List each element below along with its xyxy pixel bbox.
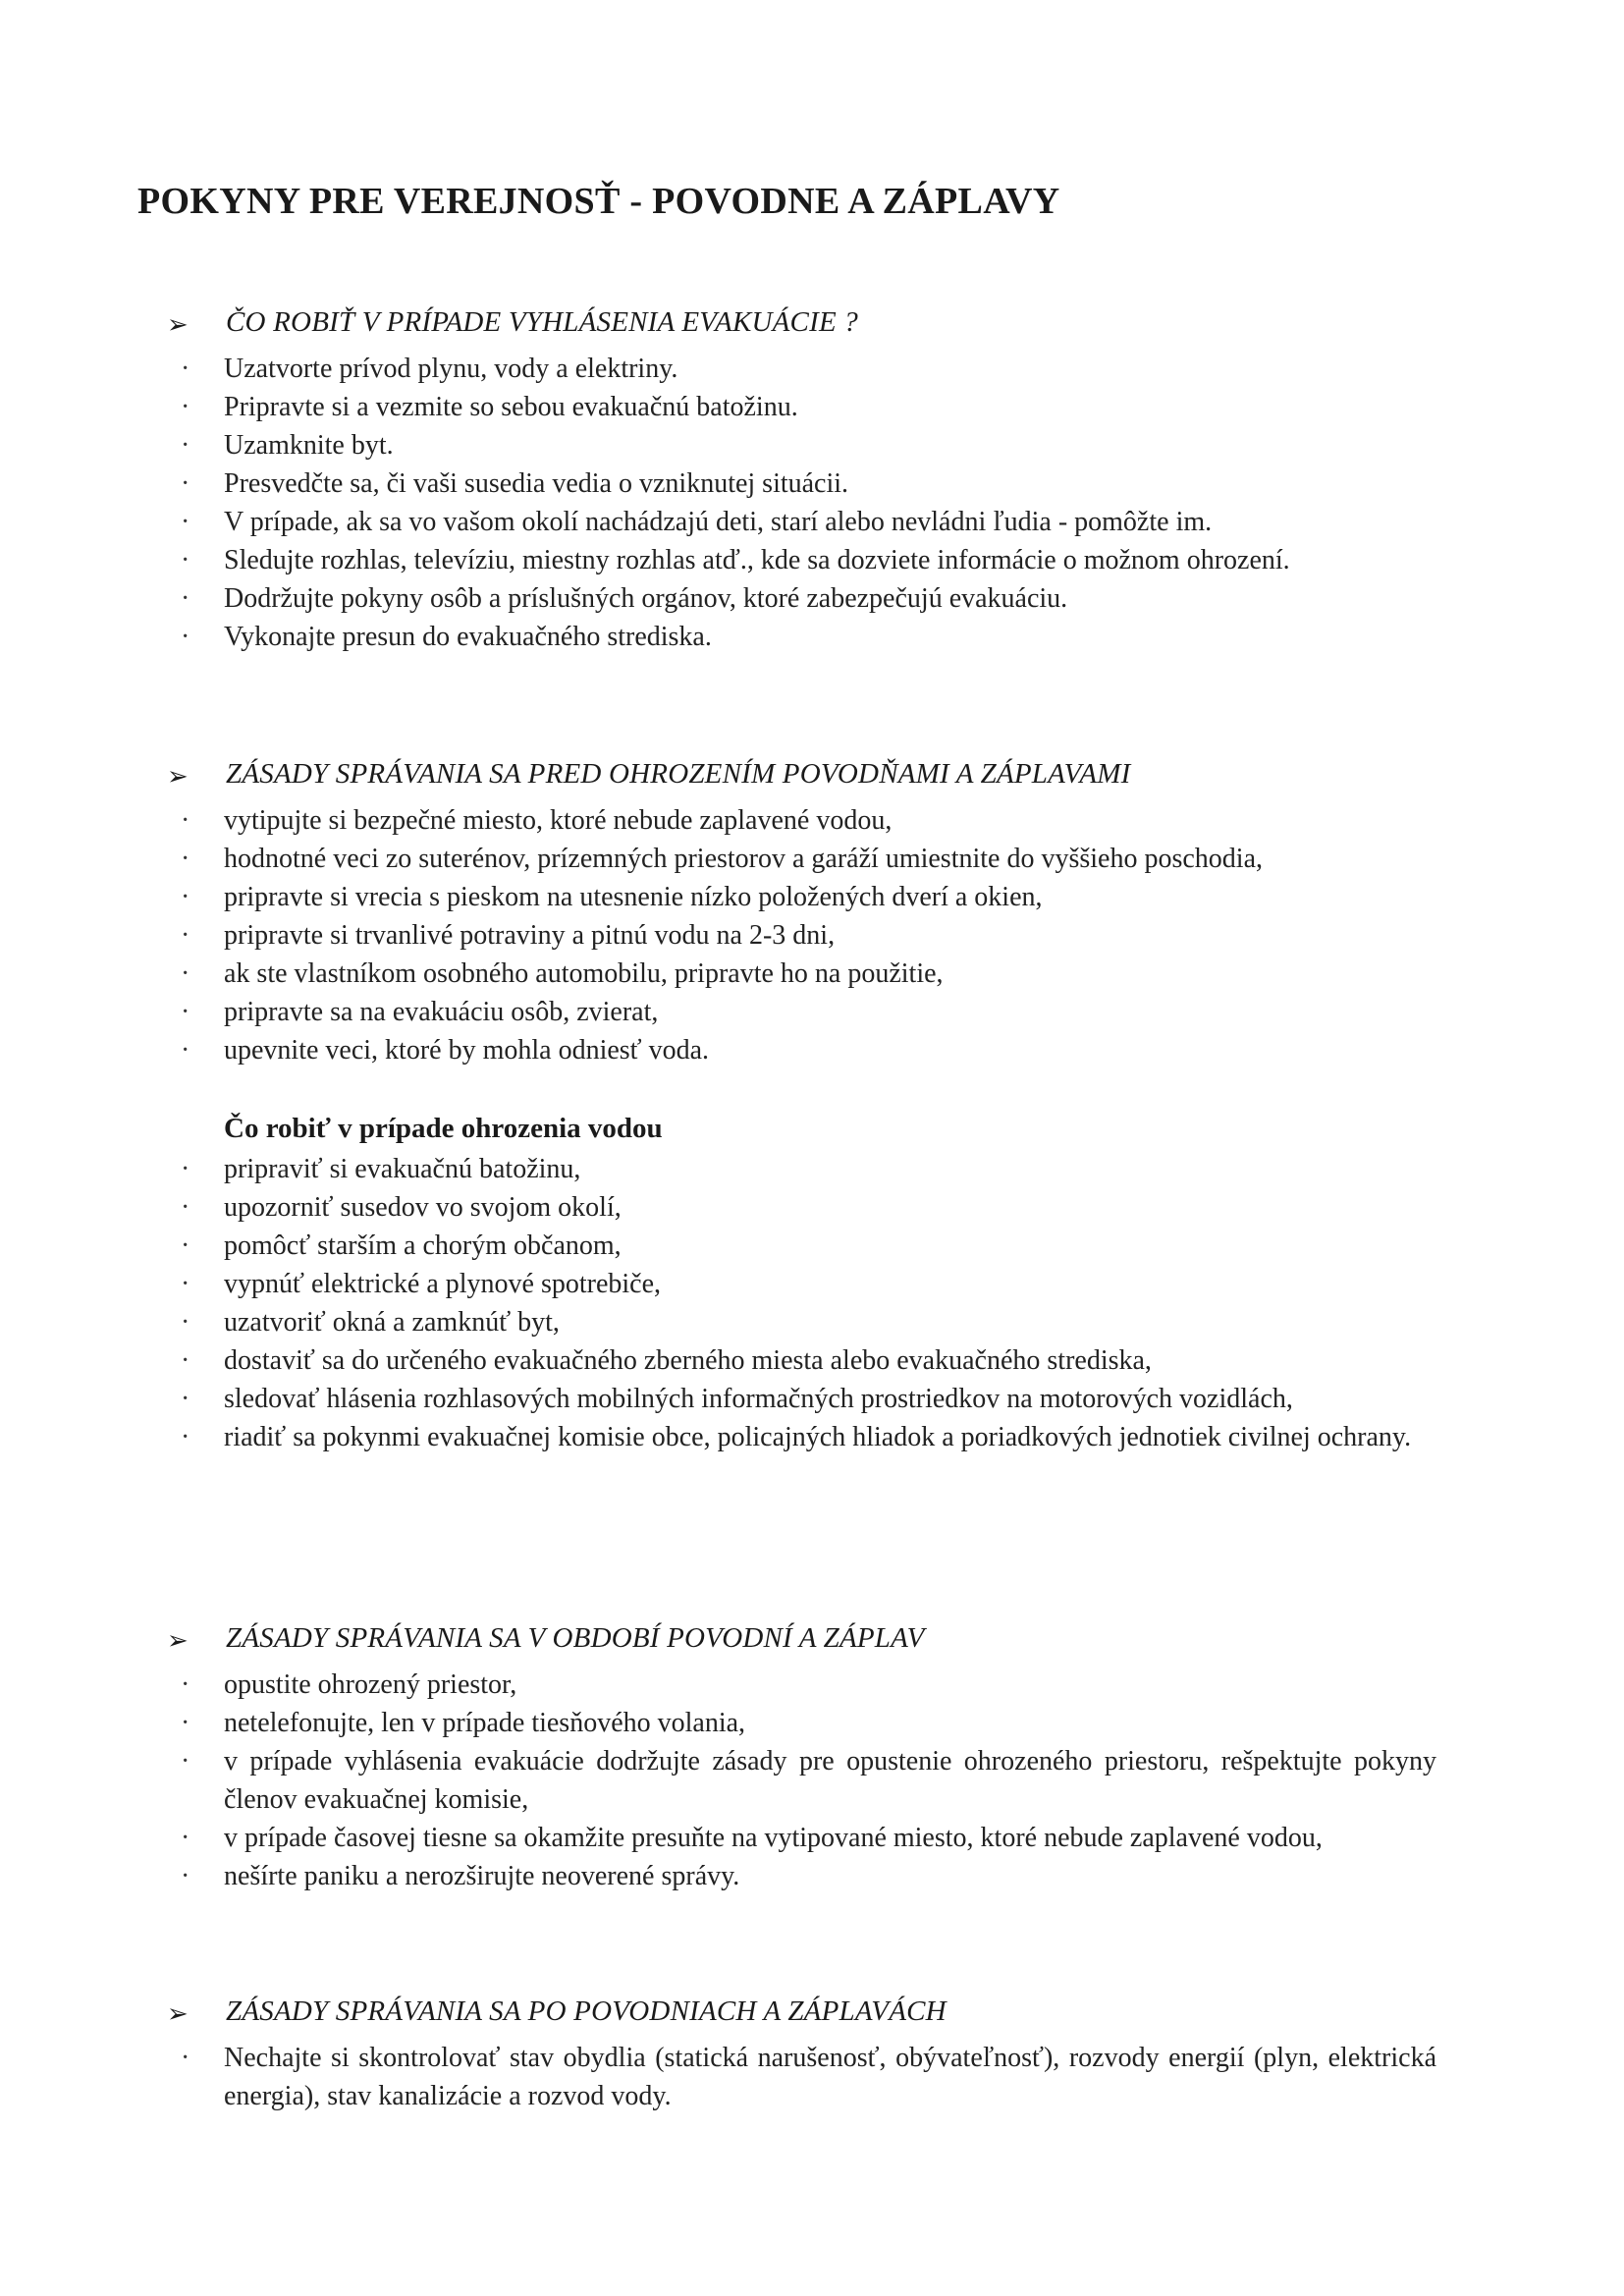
section-before-flood [167,758,1443,1456]
list-item: · netelefonujte, len v prípade tiesňového volania, [167,1704,1436,1742]
list-item: · sledovať hlásenia rozhlasových mobilných informačných prostriedkov na motorových vozidlách, [167,1380,1436,1418]
list-item: · dostaviť sa do určeného evakuačného zberného miesta alebo evakuačného strediska, [167,1341,1436,1380]
list-item: · Presvedčte sa, či vaši susedia vedia o vzniknutej situácii. [167,465,1436,503]
list-item: · riadiť sa pokynmi evakuačnej komisie obce, policajných hliadok a poriadkových jednotiek civilnej ochrany. [167,1418,1436,1456]
list-item: · Pripravte si a vezmite so sebou evakuačnú batožinu. [167,388,1436,426]
list-item: · upozorniť susedov vo svojom okolí, [167,1188,1436,1227]
spacer [167,1069,1443,1109]
list-item: · v prípade časovej tiesne sa okamžite presuňte na vytipované miesto, ktoré nebude zaplavené vodou, [167,1819,1436,1857]
arrowhead-bullet-icon: ➢ [167,310,189,339]
section-after-flood [167,1995,1443,2115]
list-item: · vypnúť elektrické a plynové spotrebiče, [167,1265,1436,1303]
bullet-list [167,1150,1443,1456]
section-heading: ČO ROBIŤ V PRÍPADE VYHLÁSENIA EVAKUÁCIE ? [226,306,859,338]
section-evacuation [167,306,1443,656]
section-header [167,306,1443,350]
list-item: · pripraviť si evakuačnú batožinu, [167,1150,1436,1188]
list-item: · v prípade vyhlásenia evakuácie dodržujte zásady pre opustenie ohrozeného priestoru, rešpektujte pokyny členov evakuačnej komisie, [167,1742,1436,1819]
list-item: · pripravte sa na evakuáciu osôb, zvierat, [167,993,1436,1031]
arrowhead-bullet-icon: ➢ [167,762,189,791]
list-item: · Sledujte rozhlas, televíziu, miestny rozhlas atď., kde sa dozviete informácie o možnom ohrození. [167,541,1436,579]
section-heading: ZÁSADY SPRÁVANIA SA V OBDOBÍ POVODNÍ A ZÁPLAV [226,1622,925,1654]
bullet-list [167,801,1443,1069]
bullet-list [167,2039,1443,2115]
list-item: · ak ste vlastníkom osobného automobilu, pripravte ho na použitie, [167,955,1436,993]
list-item: · upevnite veci, ktoré by mohla odniesť voda. [167,1031,1436,1069]
list-item: · hodnotné veci zo suterénov, prízemných priestorov a garáží umiestnite do vyššieho poschodia, [167,840,1436,878]
list-item: · Nechajte si skontrolovať stav obydlia (statická narušenosť, obývateľnosť), rozvody energií (plyn, elektrická energia), stav kanalizácie a rozvod vody. [167,2039,1436,2115]
list-item: · V prípade, ak sa vo vašom okolí nachádzajú deti, starí alebo nevládni ľudia - pomôžte im. [167,503,1436,541]
list-item: · Vykonajte presun do evakuačného strediska. [167,618,1436,656]
bullet-list [167,1666,1443,1895]
arrowhead-bullet-icon: ➢ [167,1999,189,2028]
section-header [167,1622,1443,1666]
list-item: · vytipujte si bezpečné miesto, ktoré nebude zaplavené vodou, [167,801,1436,840]
section-header [167,1995,1443,2039]
section-heading: ZÁSADY SPRÁVANIA SA PO POVODNIACH A ZÁPLAVÁCH [226,1995,947,2027]
list-item: · pripravte si trvanlivé potraviny a pitnú vodu na 2-3 dni, [167,916,1436,955]
subsection-heading: Čo robiť v prípade ohrozenia vodou [224,1113,663,1144]
list-item: · pripravte si vrecia s pieskom na utesnenie nízko položených dverí a okien, [167,878,1436,916]
page-title: POKYNY PRE VEREJNOSŤ - POVODNE A ZÁPLAVY [137,181,1060,222]
arrowhead-bullet-icon: ➢ [167,1626,189,1655]
list-item: · Uzatvorte prívod plynu, vody a elektriny. [167,350,1436,388]
list-item: · uzatvoriť okná a zamknúť byt, [167,1303,1436,1341]
section-during-flood [167,1622,1443,1895]
list-item: · opustite ohrozený priestor, [167,1666,1436,1704]
list-item: · Dodržujte pokyny osôb a príslušných orgánov, ktoré zabezpečujú evakuáciu. [167,579,1436,618]
list-item: · nešírte paniku a nerozširujte neoverené správy. [167,1857,1436,1895]
list-item: · Uzamknite byt. [167,426,1436,465]
section-header [167,758,1443,801]
bullet-list [167,350,1443,656]
section-heading: ZÁSADY SPRÁVANIA SA PRED OHROZENÍM POVODŇAMI A ZÁPLAVAMI [226,758,1131,790]
list-item: · pomôcť starším a chorým občanom, [167,1227,1436,1265]
